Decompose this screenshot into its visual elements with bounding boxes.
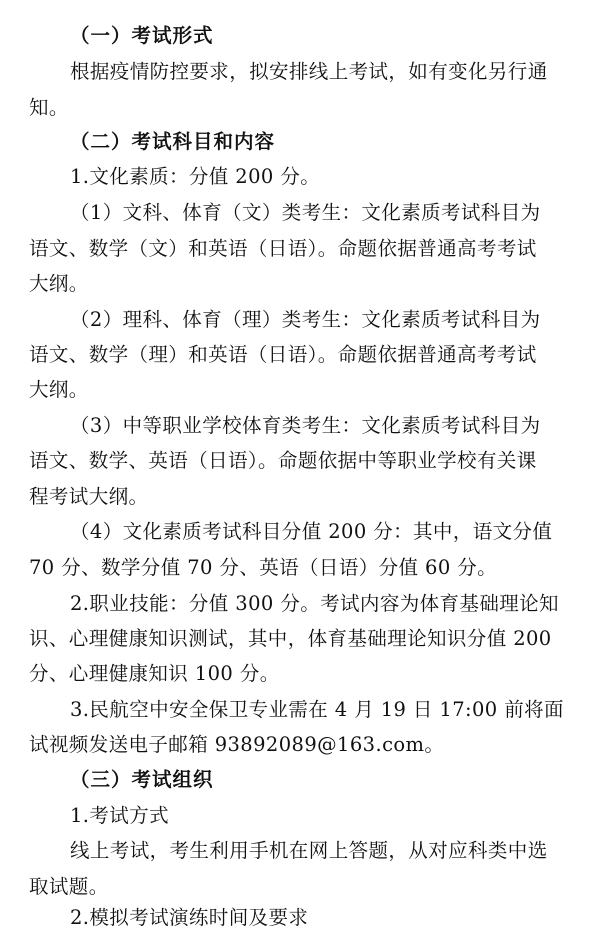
paragraph-line: 根据疫情防控要求，拟安排线上考试，如有变化另行通 <box>70 60 548 83</box>
paragraph-line: （1）文科、体育（文）类考生：文化素质考试科目为 <box>70 201 541 224</box>
section-heading-subjects-content: （二）考试科目和内容 <box>70 130 276 153</box>
paragraph-line: 1.考试方式 <box>70 804 170 827</box>
paragraph-line: 程考试大纲。 <box>29 485 149 508</box>
paragraph-line: （3）中等职业学校体育类考生：文化素质考试科目为 <box>70 414 541 437</box>
paragraph-line: 取试题。 <box>29 875 109 898</box>
paragraph-line: 大纲。 <box>29 272 89 295</box>
paragraph-line: 语文、数学（文）和英语（日语）。命题依据普通高考考试 <box>29 237 537 260</box>
paragraph-line: 70 分、数学分值 70 分、英语（日语）分值 60 分。 <box>29 556 498 579</box>
section-heading-exam-format: （一）考试形式 <box>70 24 214 47</box>
paragraph-line: 知。 <box>29 96 69 119</box>
paragraph-line: 1.文化素质：分值 200 分。 <box>70 165 321 188</box>
paragraph-line: 大纲。 <box>29 378 89 401</box>
paragraph-line: 线上考试，考生利用手机在网上答题，从对应科类中选 <box>70 839 548 862</box>
paragraph-line: 2.职业技能：分值 300 分。考试内容为体育基础理论知 <box>70 592 559 615</box>
paragraph-line: （4）文化素质考试科目分值 200 分：其中，语文分值 <box>70 520 553 543</box>
paragraph-line: 语文、数学（理）和英语（日语）。命题依据普通高考考试 <box>29 343 537 366</box>
paragraph-line: 试视频发送电子邮箱 93892089@163.com。 <box>29 733 445 756</box>
paragraph-line: 分、心理健康知识 100 分。 <box>29 662 280 685</box>
paragraph-line: （2）理科、体育（理）类考生：文化素质考试科目为 <box>70 308 541 331</box>
paragraph-line: 3.民航空中安全保卫专业需在 4 月 19 日 17:00 前将面 <box>70 698 564 721</box>
section-heading-exam-organization: （三）考试组织 <box>70 768 214 791</box>
paragraph-line: 2.模拟考试演练时间及要求 <box>70 906 309 929</box>
paragraph-line: 识、心理健康知识测试，其中，体育基础理论知识分值 200 <box>29 627 552 650</box>
paragraph-line: 语文、数学、英语（日语）。命题依据中等职业学校有关课 <box>29 449 537 472</box>
